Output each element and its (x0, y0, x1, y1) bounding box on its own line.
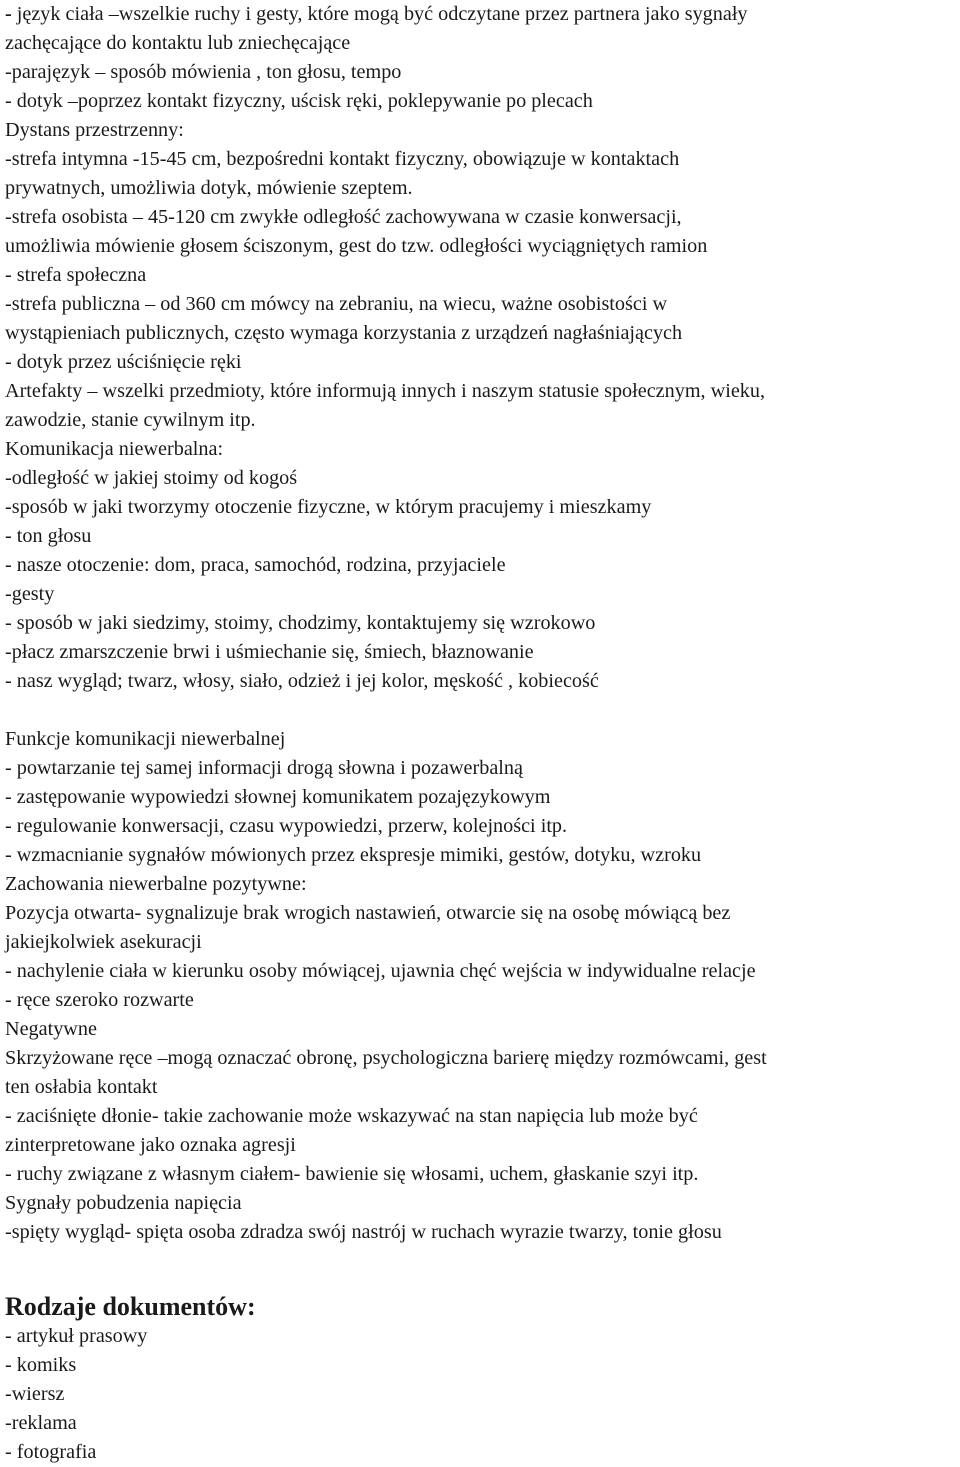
text-line: -gesty (5, 583, 55, 605)
text-line: zinterpretowane jako oznaka agresji (5, 1134, 296, 1156)
paragraph-gap (5, 1247, 957, 1292)
text-line: ten osłabia kontakt (5, 1076, 158, 1098)
text-line: jakiejkolwiek asekuracji (5, 931, 202, 953)
text-line: -odległość w jakiej stoimy od kogoś (5, 467, 298, 489)
text-line: - nachylenie ciała w kierunku osoby mówiącej, ujawnia chęć wejścia w indywidualne relacje (5, 960, 756, 982)
text-line: prywatnych, umożliwia dotyk, mówienie szeptem. (5, 177, 413, 199)
text-line: - powtarzanie tej samej informacji drogą słowna i pozawerbalną (5, 757, 523, 779)
list-item: - fotografia (5, 1441, 97, 1463)
section-rodzaje-dokumentow (5, 1292, 957, 1467)
text-line: -parajęzyk – sposób mówienia , ton głosu, tempo (5, 61, 402, 83)
paragraph-gap (5, 696, 957, 725)
text-line: - nasze otoczenie: dom, praca, samochód, rodzina, przyjaciele (5, 554, 506, 576)
text-line: Pozycja otwarta- sygnalizuje brak wrogich nastawień, otwarcie się na osobę mówiącą bez (5, 902, 731, 924)
text-line: Komunikacja niewerbalna: (5, 438, 224, 460)
list-item: -wiersz (5, 1383, 65, 1405)
text-line: - dotyk –poprzez kontakt fizyczny, uścisk ręki, poklepywanie po plecach (5, 90, 593, 112)
section-funkcje (5, 725, 957, 1247)
section-heading: Rodzaje dokumentów: (5, 1292, 256, 1321)
text-line: - ton głosu (5, 525, 92, 547)
text-line: - wzmacnianie sygnałów mówionych przez ekspresje mimiki, gestów, dotyku, wzroku (5, 844, 702, 866)
text-line: - ręce szeroko rozwarte (5, 989, 194, 1011)
list-item: -reklama (5, 1412, 77, 1434)
section-komunikacja-niewerbalna (5, 0, 957, 696)
text-line: zachęcające do kontaktu lub zniechęcające (5, 32, 351, 54)
text-line: Artefakty – wszelki przedmioty, które informują innych i naszym statusie społecznym, wieku, (5, 380, 766, 402)
list-item: - komiks (5, 1354, 77, 1376)
text-line: - ruchy związane z własnym ciałem- bawienie się włosami, uchem, głaskanie szyi itp. (5, 1163, 699, 1185)
text-line: - zaciśnięte dłonie- takie zachowanie może wskazywać na stan napięcia lub może być (5, 1105, 698, 1127)
text-line: - zastępowanie wypowiedzi słownej komunikatem pozajęzykowym (5, 786, 551, 808)
text-line: - regulowanie konwersacji, czasu wypowiedzi, przerw, kolejności itp. (5, 815, 568, 837)
document-page (5, 0, 957, 1467)
text-line: -strefa osobista – 45-120 cm zwykłe odległość zachowywana w czasie konwersacji, (5, 206, 682, 228)
text-line: - dotyk przez uściśnięcie ręki (5, 351, 242, 373)
text-line (5, 0, 957, 29)
text-line: -spięty wygląd- spięta osoba zdradza swój nastrój w ruchach wyrazie twarzy, tonie głosu (5, 1221, 722, 1243)
text-line: umożliwia mówienie głosem ściszonym, gest do tzw. odległości wyciągniętych ramion (5, 235, 708, 257)
text-line: -sposób w jaki tworzymy otoczenie fizyczne, w którym pracujemy i mieszkamy (5, 496, 652, 518)
text-line: wystąpieniach publicznych, często wymaga korzystania z urządzeń nagłaśniających (5, 322, 683, 344)
text-line: - nasz wygląd; twarz, włosy, siało, odzież i jej kolor, męskość , kobiecość (5, 670, 599, 692)
bold-dash: - (5, 3, 12, 25)
text-line: Skrzyżowane ręce –mogą oznaczać obronę, psychologiczna barierę między rozmówcami, gest (5, 1047, 767, 1069)
text-line: - sposób w jaki siedzimy, stoimy, chodzimy, kontaktujemy się wzrokowo (5, 612, 596, 634)
list-item: - artykuł prasowy (5, 1325, 148, 1347)
text-line: zawodzie, stanie cywilnym itp. (5, 409, 256, 431)
text-line: -płacz zmarszczenie brwi i uśmiechanie się, śmiech, błaznowanie (5, 641, 534, 663)
text-line: -strefa publiczna – od 360 cm mówcy na zebraniu, na wiecu, ważne osobistości w (5, 293, 668, 315)
text-line: Zachowania niewerbalne pozytywne: (5, 873, 307, 895)
text-line: Dystans przestrzenny: (5, 119, 184, 141)
text-line: Sygnały pobudzenia napięcia (5, 1192, 242, 1214)
text-line: Negatywne (5, 1018, 97, 1040)
text-line: -strefa intymna -15-45 cm, bezpośredni kontakt fizyczny, obowiązuje w kontaktach (5, 148, 680, 170)
text-line: Funkcje komunikacji niewerbalnej (5, 728, 286, 750)
text-line-content: język ciała –wszelkie ruchy i gesty, które mogą być odczytane przez partnera jako sygnały (11, 3, 748, 25)
text-line: - strefa społeczna (5, 264, 147, 286)
